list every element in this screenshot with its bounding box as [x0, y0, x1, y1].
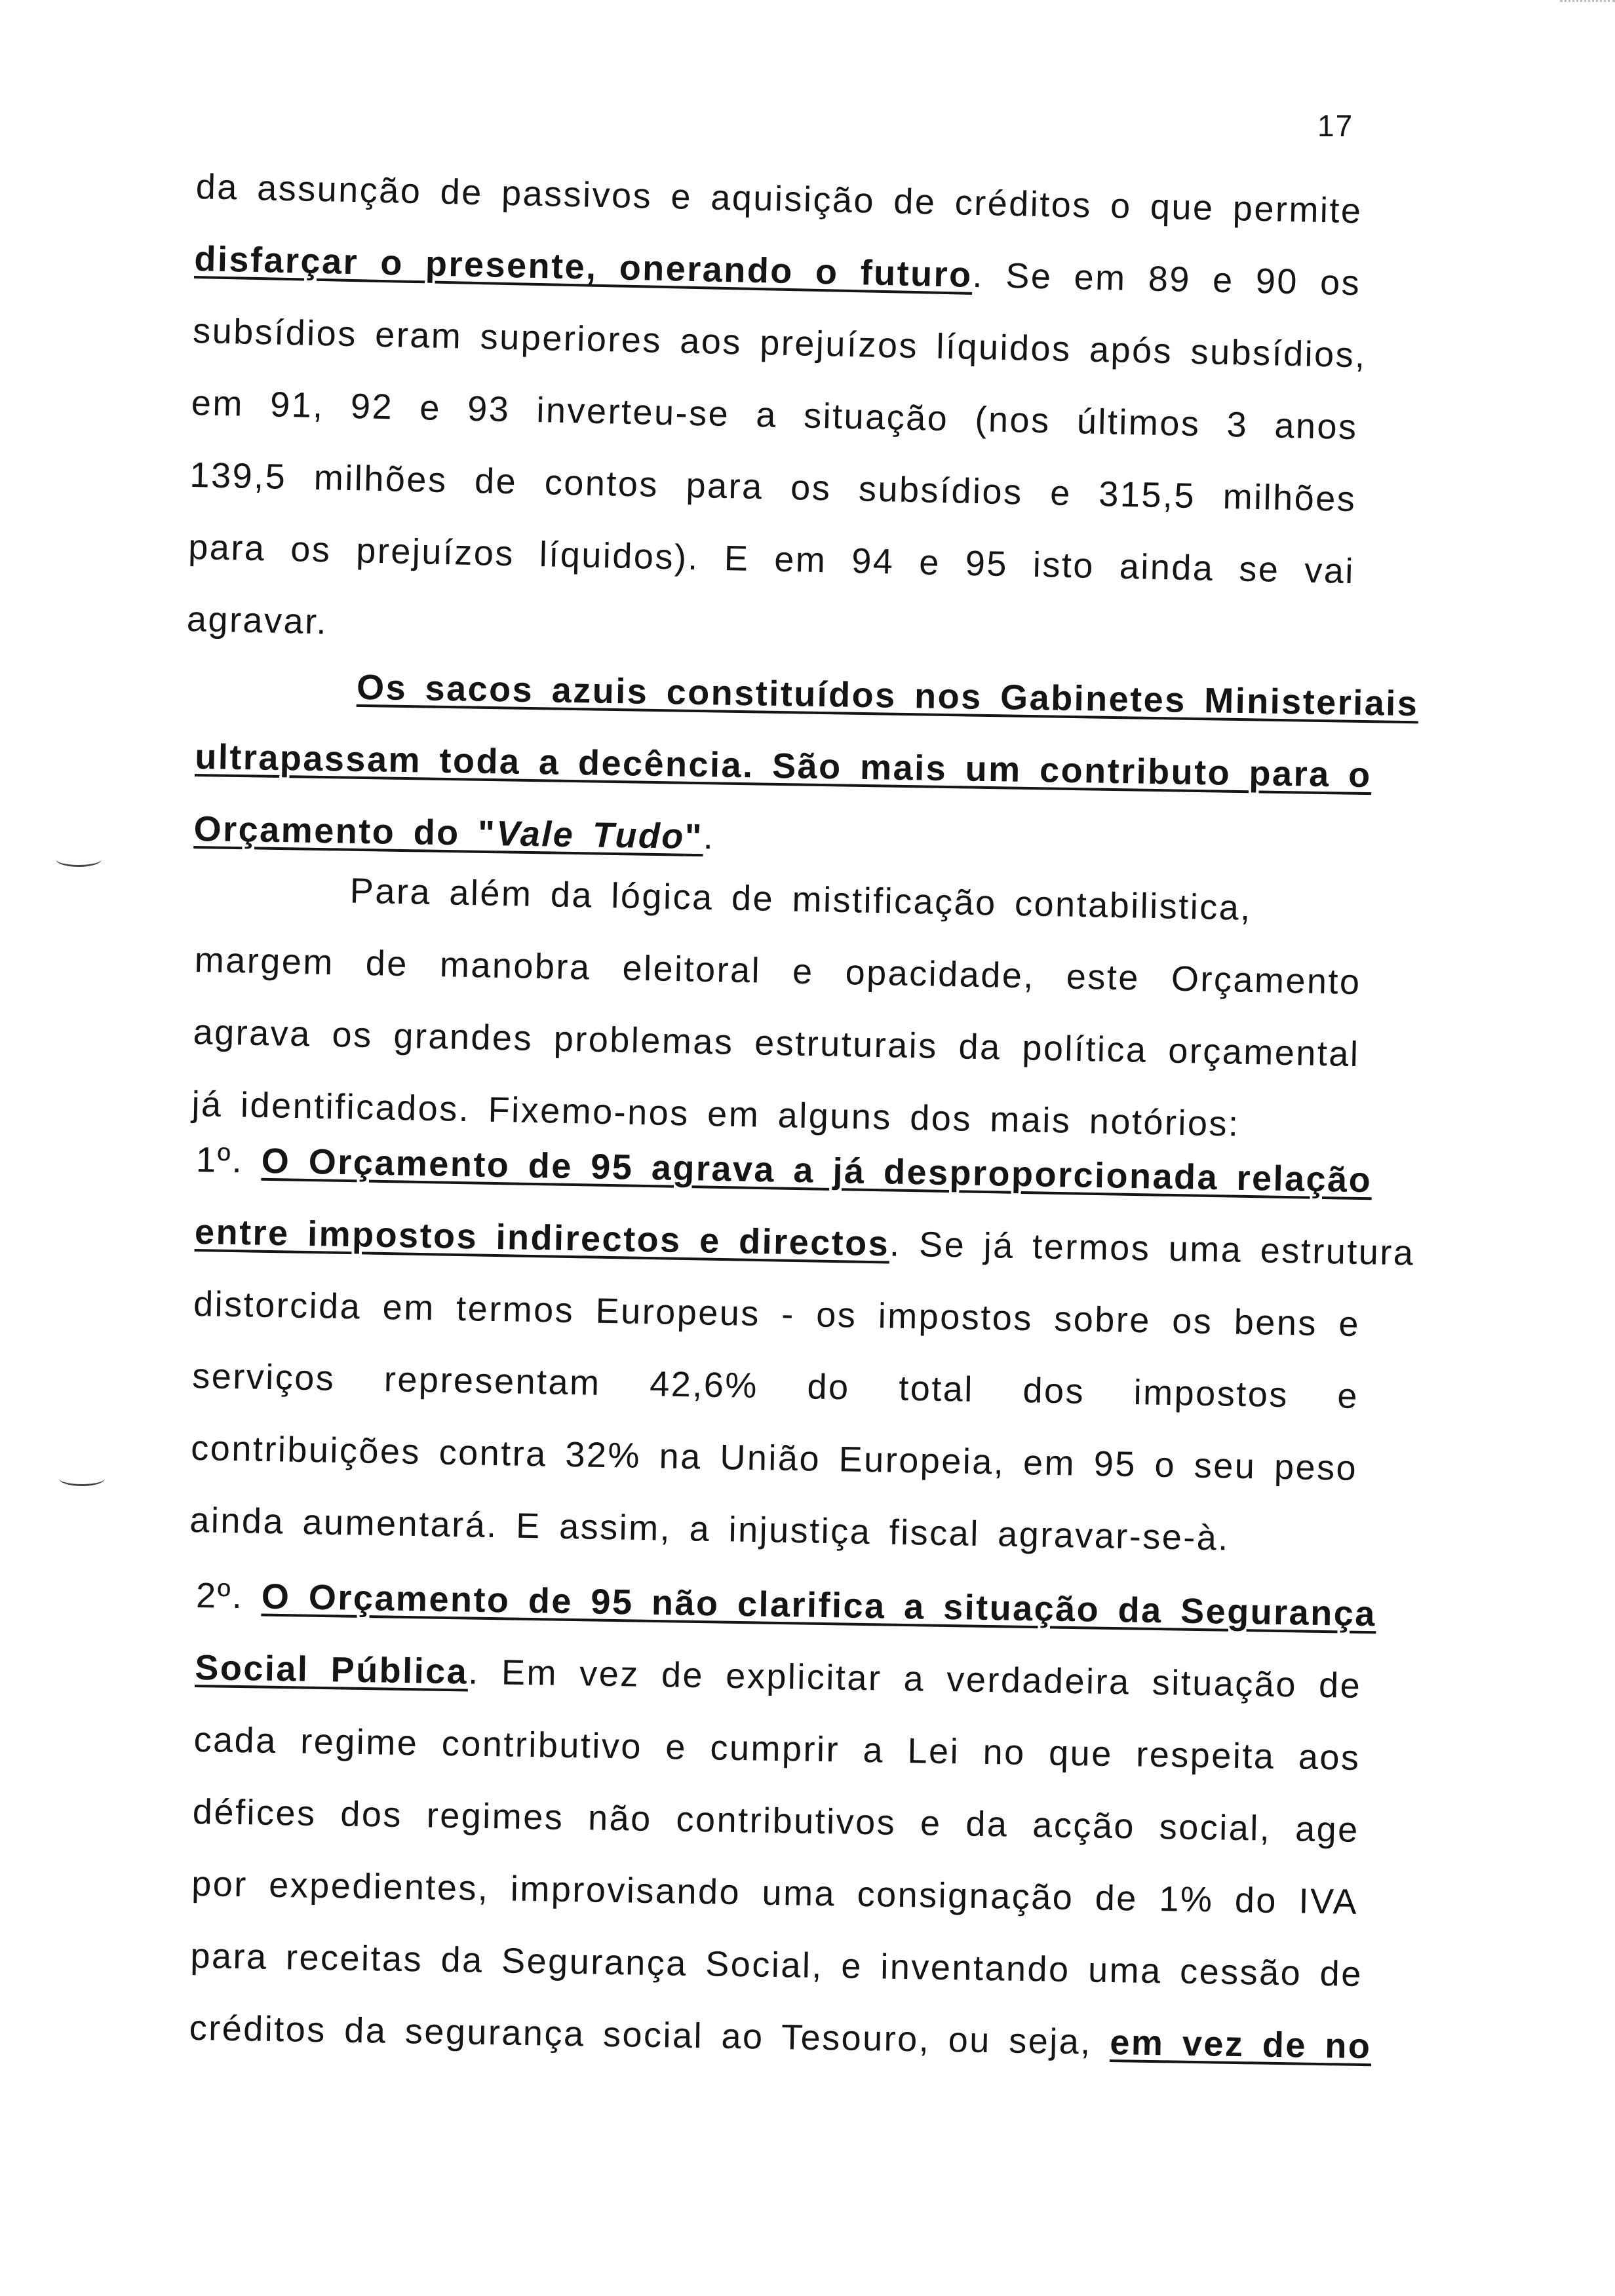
text-fragment: . Se em 89 e 90 os: [971, 255, 1361, 303]
text-line: para os prejuízos líquidos). E em 94 e 95 isto ainda se vai: [187, 527, 1355, 592]
text-line: já identificados. Fixemo-nos em alguns dos mais notórios:: [191, 1084, 1241, 1144]
paragraph-subsidies: [186, 151, 1367, 679]
text-line: cada regime contributivo e cumprir a Lei no que respeita aos: [193, 1719, 1361, 1778]
underlined-phrase: [193, 809, 703, 856]
text-fragment: .: [703, 817, 715, 857]
text-line: distorcida em termos Europeus - os impostos sobre os bens e: [193, 1284, 1361, 1345]
underlined-phrase: em vez de no: [1109, 2022, 1372, 2067]
italic-phrase: Vale Tudo: [496, 814, 686, 856]
margin-mark: [56, 852, 102, 867]
text-line: da assunção de passivos e aquisição de créditos o que permite: [195, 166, 1363, 231]
text-line: 139,5 milhões de contos para os subsídios e 315,5 milhões: [189, 455, 1357, 520]
list-item-1: [189, 1124, 1415, 1577]
text-line: Para além da lógica de mistificação contabilistica,: [349, 871, 1253, 928]
scan-artifact-mark: [1560, 0, 1615, 6]
underlined-phrase: O Orçamento de 95 não clarifica a situação da Segurança: [261, 1577, 1377, 1634]
underlined-phrase: disfarçar o presente, onerando o futuro: [193, 239, 973, 295]
text-fragment: . Em vez de explicitar a verdadeira situação de: [467, 1652, 1362, 1706]
text-fragment: ": [684, 816, 704, 857]
underlined-phrase: ultrapassam toda a decência. São mais um contributo para o: [194, 737, 1372, 795]
page-number: 17: [1317, 109, 1354, 143]
text-fragment: créditos da segurança social ao Tesouro, ou seja,: [189, 2008, 1093, 2062]
text-line: em 91, 92 e 93 inverteu-se a situação (nos últimos 3 anos: [191, 383, 1359, 448]
underlined-phrase: O Orçamento de 95 agrava a já desproporcionada relação: [261, 1141, 1372, 1200]
paragraph-sacos-azuis: [193, 649, 1419, 883]
list-number: 2º.: [195, 1575, 244, 1617]
text-line: para receitas da Segurança Social, e inventando uma cessão de: [190, 1936, 1363, 1995]
text-line: serviços representam 42,6% do total dos impostos e: [191, 1356, 1359, 1417]
text-line: agravar.: [186, 599, 328, 642]
text-fragment: Orçamento do ": [193, 809, 497, 854]
text-line: contribuições contra 32% na União Europeia, em 95 o seu peso: [190, 1428, 1358, 1488]
text-line: por expedientes, improvisando uma consignação de 1% do IVA: [191, 1864, 1359, 1922]
list-number: 1º.: [195, 1139, 244, 1181]
underlined-phrase: entre impostos indirectos e directos: [194, 1212, 890, 1264]
text-line: subsídios eram superiores aos prejuízos líquidos após subsídios,: [192, 311, 1367, 375]
text-line: défices dos regimes não contributivos e da acção social, age: [192, 1791, 1360, 1850]
underlined-phrase: Os sacos azuis constituídos nos Gabinetes Ministeriais: [356, 667, 1419, 724]
margin-mark: [59, 1471, 105, 1486]
text-line: ainda aumentará. E assim, a injustiça fiscal agravar-se-à.: [189, 1500, 1230, 1558]
underlined-phrase: Social Pública: [194, 1647, 469, 1692]
text-line: margem de manobra eleitoral e opacidade, este Orçamento: [194, 940, 1362, 1003]
text-line: agrava os grandes problemas estruturais da política orçamental: [193, 1012, 1360, 1075]
paragraph-intro-problems: [191, 852, 1363, 1162]
text-fragment: . Se já termos uma estrutura: [889, 1224, 1415, 1273]
list-item-2: [189, 1559, 1377, 2082]
